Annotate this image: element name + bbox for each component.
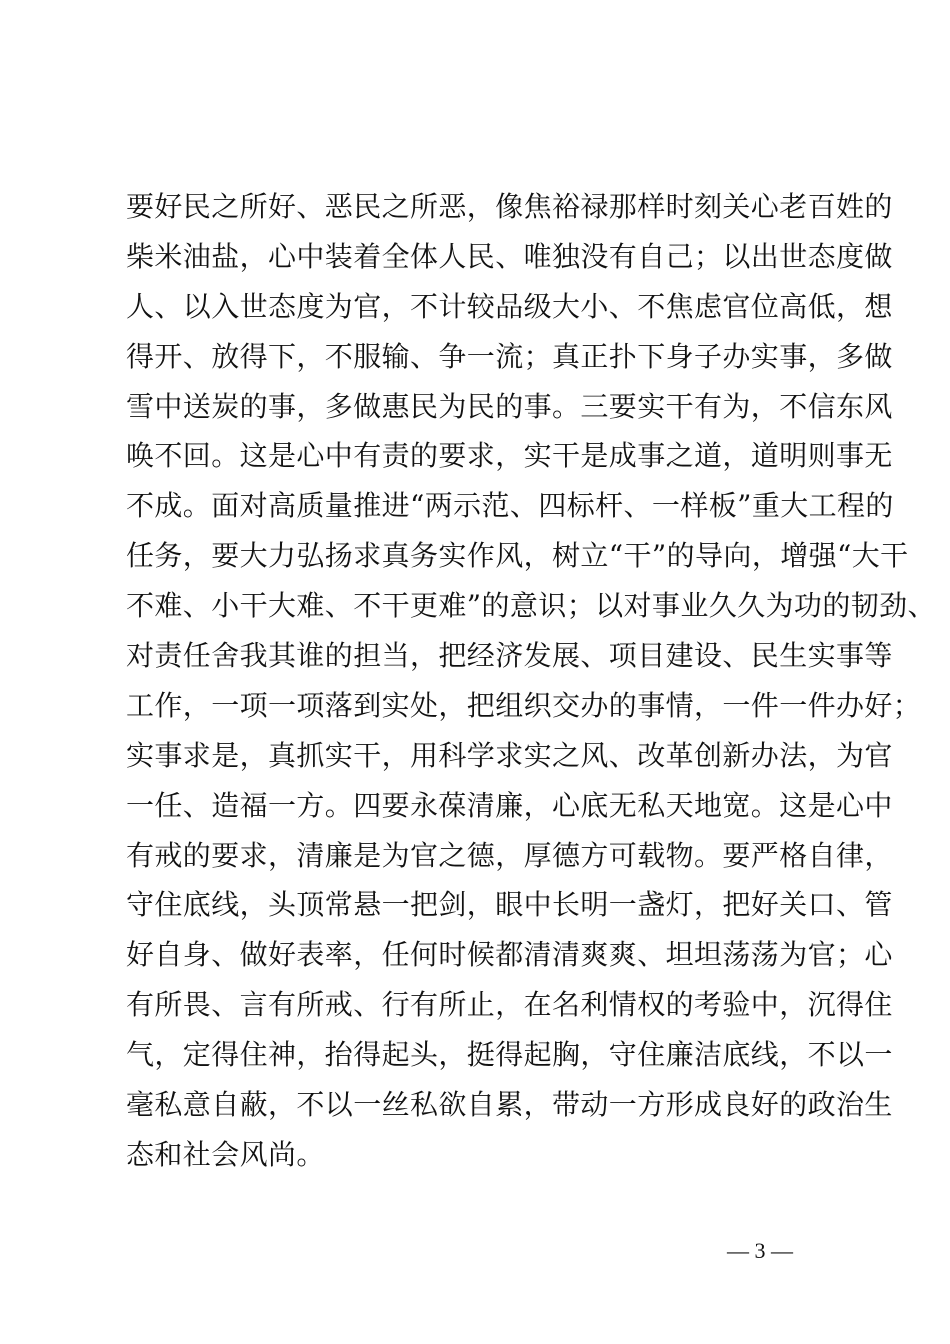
text-line: 工作，一项一项落到实处，把组织交办的事情，一件一件办好；: [126, 688, 922, 722]
text-line: 任务，要大力弘扬求真务实作风，树立“干”的导向，增强“大干: [126, 539, 909, 573]
text-line: 实事求是，真抓实干，用科学求实之风、改革创新办法，为官: [126, 738, 893, 772]
text-line: 一任、造福一方。四要永葆清廉，心底无私天地宽。这是心中: [126, 788, 893, 822]
text-line: 不难、小干大难、不干更难”的意识；以对事业久久为功的韧劲、: [126, 589, 936, 623]
text-line: 有戒的要求，清廉是为官之德，厚德方可载物。要严格自律，: [126, 838, 893, 872]
text-line: 对责任舍我其谁的担当，把经济发展、项目建设、民生实事等: [126, 639, 893, 673]
page-number: — 3 —: [727, 1238, 793, 1263]
body-paragraph: [126, 182, 936, 1180]
text-line: 人、以入世态度为官，不计较品级大小、不焦虑官位高低，想: [126, 289, 893, 323]
text-line: 要好民之所好、恶民之所恶，像焦裕禄那样时刻关心老百姓的: [126, 190, 893, 223]
text-line: 气，定得住神，抬得起头，挺得起胸，守住廉洁底线，不以一: [126, 1038, 893, 1072]
text-line: 守住底线，头顶常悬一把剑，眼中长明一盏灯，把好关口、管: [126, 888, 893, 922]
text-line: 雪中送炭的事，多做惠民为民的事。三要实干有为，不信东风: [126, 389, 893, 423]
text-line: 不成。面对高质量推进“两示范、四标杆、一样板”重大工程的: [126, 489, 894, 523]
text-line: 有所畏、言有所戒、行有所止，在名利情权的考验中，沉得住: [126, 988, 893, 1022]
text-line: 唤不回。这是心中有责的要求，实干是成事之道，道明则事无: [126, 439, 893, 473]
text-line: 毫私意自蔽，不以一丝私欲自累，带动一方形成良好的政治生: [126, 1088, 893, 1122]
text-line: 好自身、做好表率，任何时候都清清爽爽、坦坦荡荡为官；心: [126, 938, 893, 972]
text-line: 得开、放得下，不服输、争一流；真正扑下身子办实事，多做: [126, 339, 893, 373]
text-line: 态和社会风尚。: [126, 1137, 325, 1171]
text-line: 柴米油盐，心中装着全体人民、唯独没有自己；以出世态度做: [126, 239, 893, 273]
